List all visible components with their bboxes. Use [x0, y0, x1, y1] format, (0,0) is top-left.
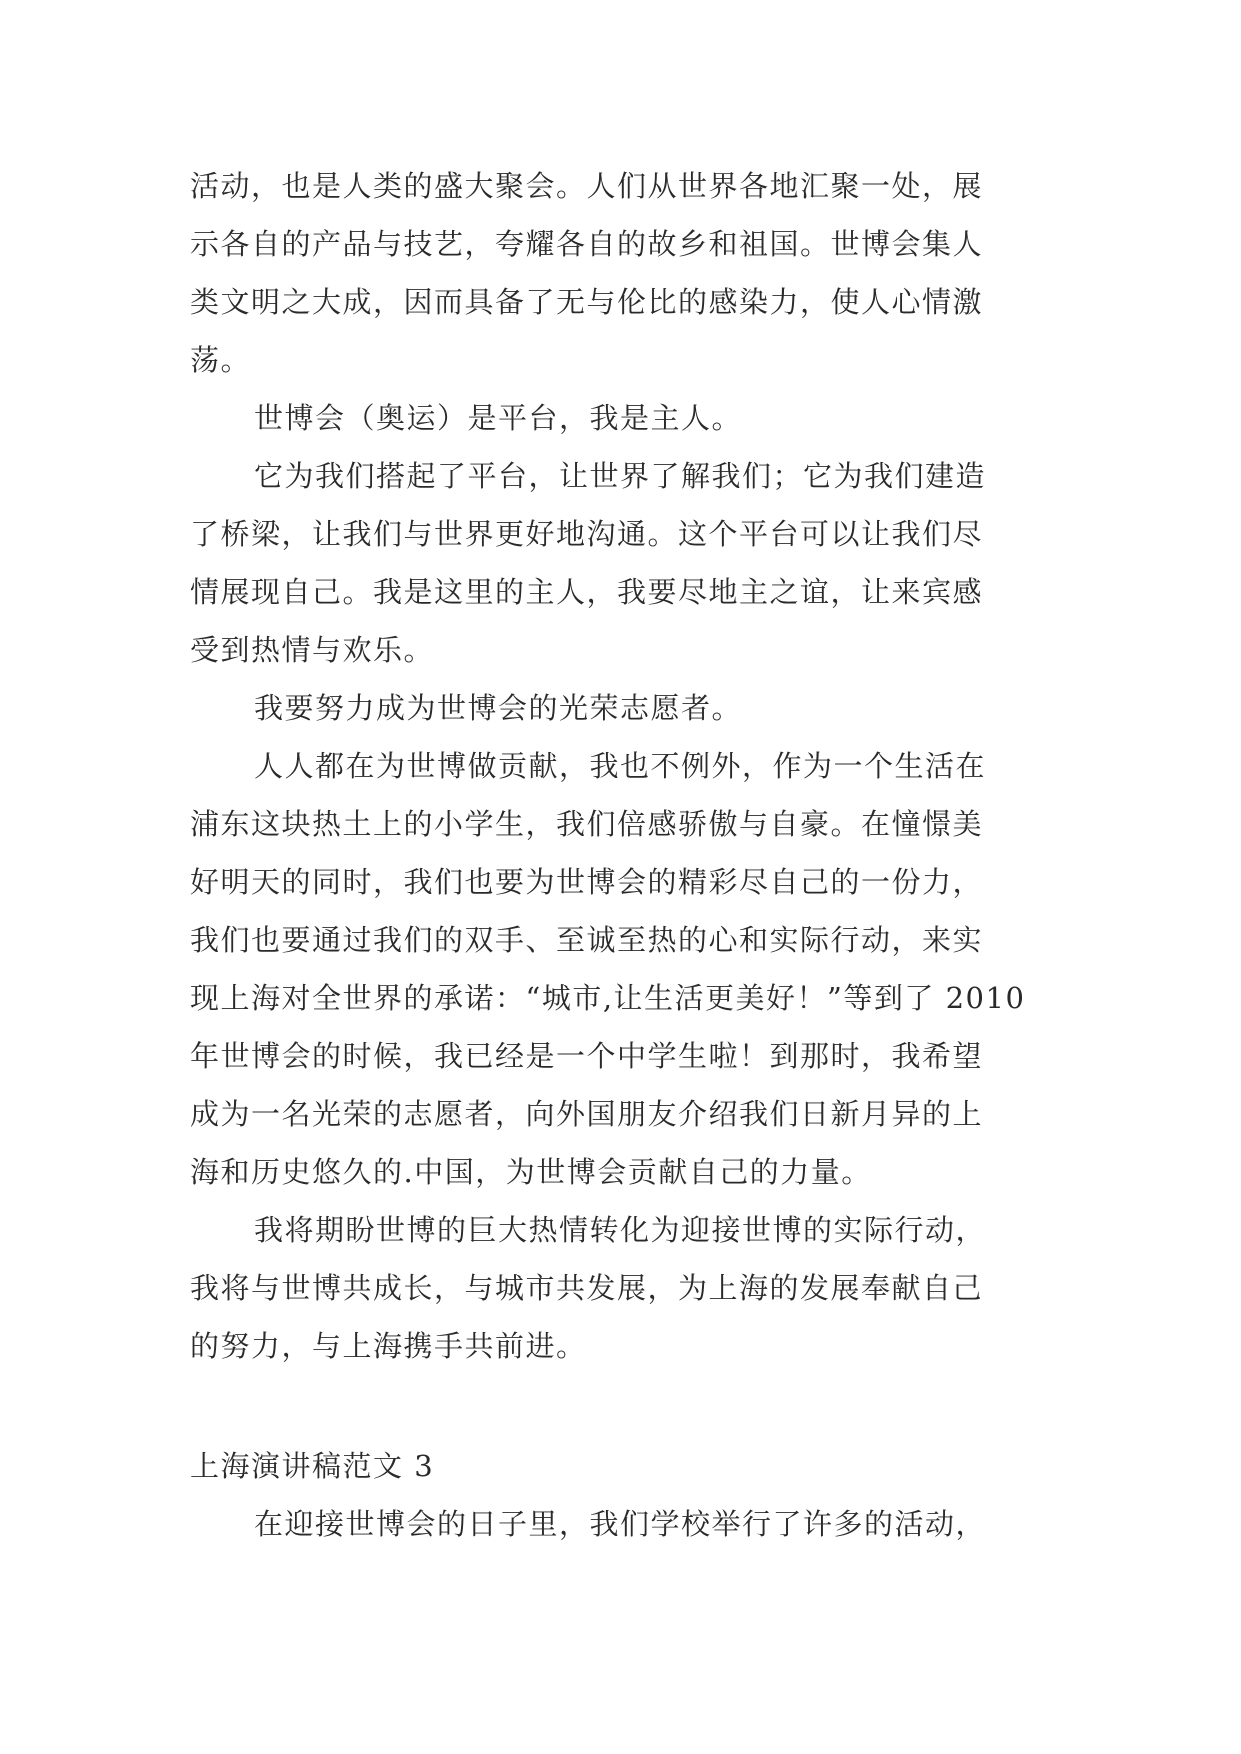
paragraph-volunteer	[190, 679, 1050, 737]
text-line: 活动，也是人类的盛大聚会。人们从世界各地汇聚一处，展	[190, 169, 984, 203]
text-line: 我将期盼世博的巨大热情转化为迎接世博的实际行动，	[254, 1213, 987, 1247]
paragraph-continued	[190, 157, 1050, 389]
text-line: 了桥梁，让我们与世界更好地沟通。这个平台可以让我们尽	[190, 517, 984, 551]
text-line: 好明天的同时，我们也要为世博会的精彩尽自己的一份力，	[190, 865, 984, 899]
text-line: 受到热情与欢乐。	[190, 633, 435, 667]
text-line: 类文明之大成，因而具备了无与伦比的感染力，使人心情激	[190, 285, 984, 319]
text-line: 荡。	[190, 343, 252, 377]
text-line: 海和历史悠久的.中国，为世博会贡献自己的力量。	[190, 1155, 872, 1189]
section-heading: 上海演讲稿范文 3	[190, 1449, 435, 1483]
text-line: 的努力，与上海携手共前进。	[190, 1329, 587, 1363]
paragraph-bridge	[190, 447, 1050, 679]
text-line: 在迎接世博会的日子里，我们学校举行了许多的活动，	[254, 1507, 987, 1541]
section-gap	[190, 1375, 1050, 1437]
text-line: 成为一名光荣的志愿者，向外国朋友介绍我们日新月异的上	[190, 1097, 984, 1131]
paragraph-contribution	[190, 737, 1050, 1201]
paragraph-platform	[190, 389, 1050, 447]
text-line: 世博会（奥运）是平台，我是主人。	[254, 401, 743, 435]
document-body	[190, 157, 1050, 1553]
text-line: 它为我们搭起了平台，让世界了解我们；它为我们建造	[254, 459, 987, 493]
text-line: 现上海对全世界的承诺：“城市,让生活更美好！”等到了 2010	[190, 981, 1026, 1015]
text-line: 我要努力成为世博会的光荣志愿者。	[254, 691, 743, 725]
text-line: 浦东这块热土上的小学生，我们倍感骄傲与自豪。在憧憬美	[190, 807, 984, 841]
text-line: 我们也要通过我们的双手、至诚至热的心和实际行动，来实	[190, 923, 984, 957]
text-line: 人人都在为世博做贡献，我也不例外，作为一个生活在	[254, 749, 987, 783]
paragraph-section3	[190, 1495, 1050, 1553]
text-line: 示各自的产品与技艺，夸耀各自的故乡和祖国。世博会集人	[190, 227, 984, 261]
paragraph-action	[190, 1201, 1050, 1375]
text-line: 年世博会的时候，我已经是一个中学生啦！到那时，我希望	[190, 1039, 984, 1073]
text-line: 我将与世博共成长，与城市共发展，为上海的发展奉献自己	[190, 1271, 984, 1305]
text-line: 情展现自己。我是这里的主人，我要尽地主之谊，让来宾感	[190, 575, 984, 609]
